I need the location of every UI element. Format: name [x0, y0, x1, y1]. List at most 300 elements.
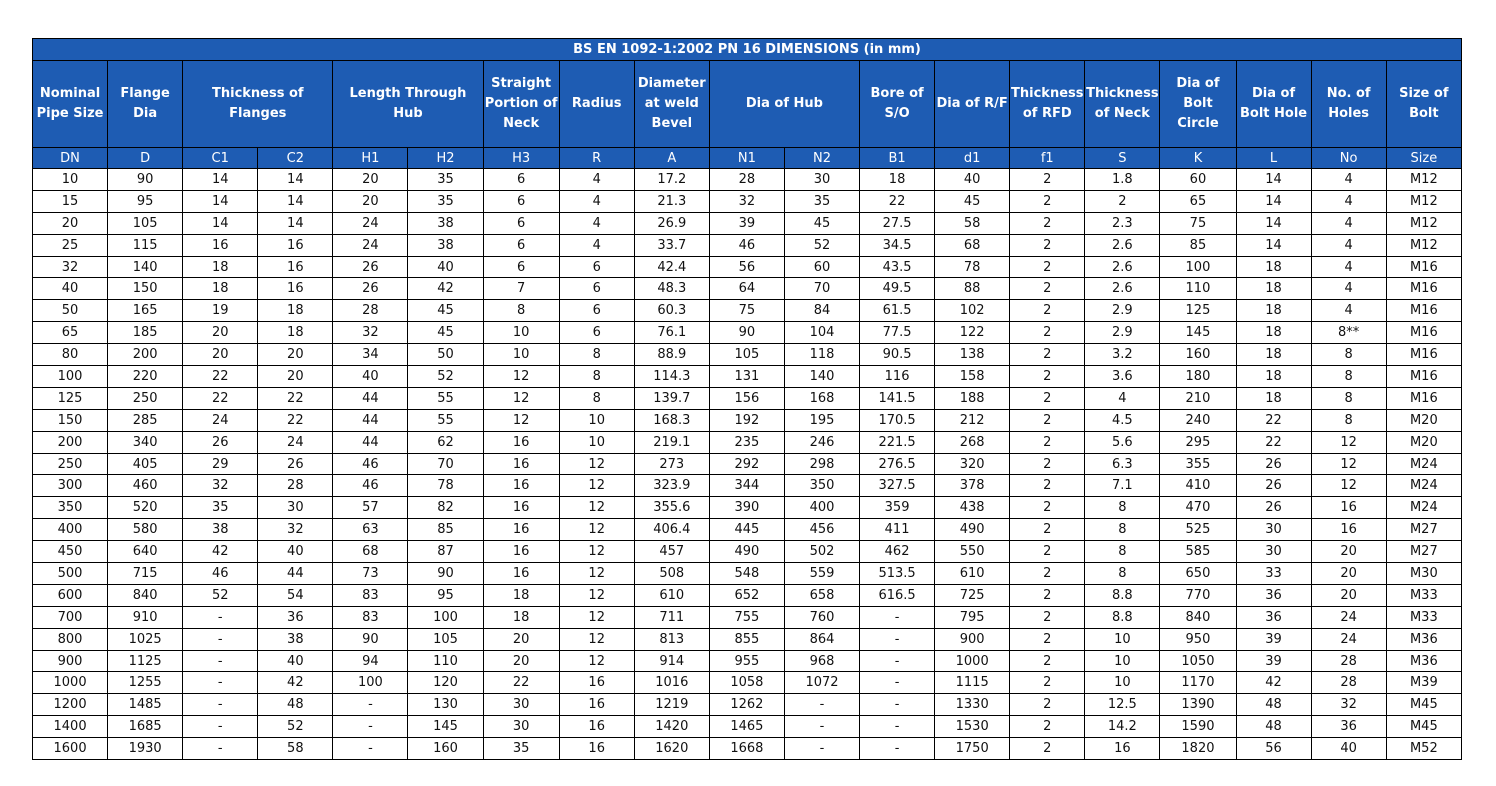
table-cell: 45 [935, 190, 1010, 212]
table-cell: - [183, 650, 258, 672]
table-cell: 8 [559, 366, 634, 388]
table-row [33, 278, 1462, 300]
symbol-header: A [634, 148, 709, 169]
column-header: Dia of Bolt Circle [1160, 61, 1236, 148]
table-cell: 46 [333, 475, 408, 497]
table-cell: - [784, 716, 859, 738]
table-cell: 42 [183, 541, 258, 563]
table-cell: 82 [408, 497, 483, 519]
table-cell: 20 [183, 322, 258, 344]
table-cell: 1219 [634, 694, 709, 716]
table-cell: 2.6 [1085, 278, 1160, 300]
table-cell: 4 [1311, 212, 1386, 234]
table-cell: 24 [1311, 606, 1386, 628]
symbol-header: N2 [784, 148, 859, 169]
table-cell: 4 [559, 234, 634, 256]
table-cell: 2 [1010, 322, 1085, 344]
symbol-header: K [1160, 148, 1236, 169]
table-cell: 1485 [108, 694, 183, 716]
table-cell: 24 [333, 212, 408, 234]
table-cell: 44 [258, 563, 333, 585]
table-cell: 39 [1236, 628, 1311, 650]
table-cell: 16 [1311, 519, 1386, 541]
table-cell: 3.6 [1085, 366, 1160, 388]
table-cell: 500 [33, 563, 108, 585]
table-cell: 42 [258, 672, 333, 694]
table-cell: M12 [1386, 190, 1461, 212]
table-cell: 445 [709, 519, 784, 541]
table-cell: 24 [333, 234, 408, 256]
table-cell: 63 [333, 519, 408, 541]
table-cell: 795 [935, 606, 1010, 628]
table-cell: 45 [408, 322, 483, 344]
table-cell: 188 [935, 387, 1010, 409]
table-cell: 33.7 [634, 234, 709, 256]
table-cell: 21.3 [634, 190, 709, 212]
table-cell: 800 [33, 628, 108, 650]
table-cell: - [333, 694, 408, 716]
table-cell: 28 [709, 169, 784, 191]
table-cell: 58 [258, 738, 333, 760]
column-header: Flange Dia [108, 61, 183, 148]
table-cell: 83 [333, 584, 408, 606]
table-cell: 139.7 [634, 387, 709, 409]
table-cell: 20 [258, 366, 333, 388]
table-cell: 2 [1010, 563, 1085, 585]
table-cell: 4 [1085, 387, 1160, 409]
table-row [33, 650, 1462, 672]
table-cell: 16 [183, 234, 258, 256]
table-cell: - [860, 628, 935, 650]
table-cell: M12 [1386, 212, 1461, 234]
table-cell: 43.5 [860, 256, 935, 278]
table-cell: 200 [108, 344, 183, 366]
table-cell: 20 [1311, 541, 1386, 563]
table-cell: 52 [258, 716, 333, 738]
table-cell: 10 [1085, 650, 1160, 672]
table-cell: 30 [784, 169, 859, 191]
table-cell: 76.1 [634, 322, 709, 344]
table-cell: 150 [108, 278, 183, 300]
table-cell: 4 [559, 190, 634, 212]
table-cell: 2 [1010, 541, 1085, 563]
table-cell: 10 [483, 322, 559, 344]
table-row [33, 322, 1462, 344]
table-cell: 2 [1010, 716, 1085, 738]
table-cell: 6 [483, 169, 559, 191]
table-cell: 6 [559, 278, 634, 300]
table-cell: 1465 [709, 716, 784, 738]
table-cell: 58 [935, 212, 1010, 234]
table-cell: 580 [108, 519, 183, 541]
table-cell: 78 [408, 475, 483, 497]
table-cell: - [183, 738, 258, 760]
table-cell: 12 [1311, 453, 1386, 475]
table-cell: 70 [784, 278, 859, 300]
table-cell: 4.5 [1085, 409, 1160, 431]
table-cell: 39 [1236, 650, 1311, 672]
table-cell: - [860, 650, 935, 672]
column-header: Dia of Hub [709, 61, 859, 148]
table-cell: 25 [33, 234, 108, 256]
table-cell: 14.2 [1085, 716, 1160, 738]
table-row [33, 387, 1462, 409]
symbol-header: H2 [408, 148, 483, 169]
symbol-header: N1 [709, 148, 784, 169]
table-cell: 140 [108, 256, 183, 278]
table-cell: M16 [1386, 300, 1461, 322]
table-cell: 10 [559, 409, 634, 431]
table-cell: 20 [333, 190, 408, 212]
table-cell: 120 [408, 672, 483, 694]
table-cell: 52 [183, 584, 258, 606]
table-cell: 26 [183, 431, 258, 453]
table-cell: 56 [1236, 738, 1311, 760]
table-cell: 60.3 [634, 300, 709, 322]
table-cell: 26.9 [634, 212, 709, 234]
table-cell: 130 [408, 694, 483, 716]
table-cell: 18 [1236, 322, 1311, 344]
table-cell: 508 [634, 563, 709, 585]
table-cell: 240 [1160, 409, 1236, 431]
table-cell: M16 [1386, 256, 1461, 278]
table-cell: 2 [1010, 278, 1085, 300]
table-cell: 40 [408, 256, 483, 278]
table-cell: 219.1 [634, 431, 709, 453]
table-cell: 145 [408, 716, 483, 738]
table-cell: 2 [1010, 300, 1085, 322]
table-cell: 2 [1010, 584, 1085, 606]
column-header: Dia of R/F [935, 61, 1010, 148]
table-cell: 2 [1010, 694, 1085, 716]
table-cell: 8 [1085, 519, 1160, 541]
table-row [33, 431, 1462, 453]
table-cell: 90 [408, 563, 483, 585]
table-cell: 12 [1311, 475, 1386, 497]
table-cell: 8 [1311, 387, 1386, 409]
table-cell: 16 [1085, 738, 1160, 760]
table-cell: 46 [709, 234, 784, 256]
table-cell: 95 [408, 584, 483, 606]
table-cell: 77.5 [860, 322, 935, 344]
table-cell: 725 [935, 584, 1010, 606]
table-cell: 35 [483, 738, 559, 760]
table-cell: 968 [784, 650, 859, 672]
table-cell: 6 [483, 190, 559, 212]
table-cell: 40 [33, 278, 108, 300]
table-cell: M33 [1386, 606, 1461, 628]
table-cell: 14 [1236, 234, 1311, 256]
table-cell: 650 [1160, 563, 1236, 585]
table-cell: 55 [408, 409, 483, 431]
table-cell: 855 [709, 628, 784, 650]
table-cell: 1400 [33, 716, 108, 738]
table-cell: 138 [935, 344, 1010, 366]
table-cell: 35 [784, 190, 859, 212]
table-cell: 16 [559, 738, 634, 760]
table-cell: 36 [258, 606, 333, 628]
symbol-header: DN [33, 148, 108, 169]
table-cell: 150 [33, 409, 108, 431]
table-cell: M16 [1386, 322, 1461, 344]
table-cell: 34.5 [860, 234, 935, 256]
table-cell: 24 [1311, 628, 1386, 650]
table-cell: 16 [483, 475, 559, 497]
symbol-header: C2 [258, 148, 333, 169]
table-cell: - [333, 716, 408, 738]
table-cell: 2.3 [1085, 212, 1160, 234]
table-cell: 42 [408, 278, 483, 300]
table-cell: 585 [1160, 541, 1236, 563]
table-cell: 28 [1311, 672, 1386, 694]
table-cell: 10 [33, 169, 108, 191]
table-cell: 8.8 [1085, 606, 1160, 628]
table-cell: 32 [258, 519, 333, 541]
table-cell: 2 [1085, 190, 1160, 212]
table-cell: 8 [1085, 541, 1160, 563]
table-cell: 158 [935, 366, 1010, 388]
table-cell: M45 [1386, 716, 1461, 738]
table-cell: 90.5 [860, 344, 935, 366]
table-cell: M36 [1386, 628, 1461, 650]
table-cell: 27.5 [860, 212, 935, 234]
table-cell: 16 [483, 497, 559, 519]
table-cell: M27 [1386, 541, 1461, 563]
table-cell: M20 [1386, 409, 1461, 431]
table-cell: 4 [1311, 169, 1386, 191]
table-cell: 450 [33, 541, 108, 563]
table-cell: 900 [935, 628, 1010, 650]
table-cell: 8 [1311, 344, 1386, 366]
table-cell: 1600 [33, 738, 108, 760]
table-cell: 12 [559, 453, 634, 475]
table-cell: 46 [333, 453, 408, 475]
table-cell: 55 [408, 387, 483, 409]
table-cell: 48.3 [634, 278, 709, 300]
table-cell: 6 [559, 256, 634, 278]
table-cell: 35 [408, 190, 483, 212]
table-cell: 350 [784, 475, 859, 497]
table-cell: 1685 [108, 716, 183, 738]
table-cell: 323.9 [634, 475, 709, 497]
table-cell: 75 [709, 300, 784, 322]
table-cell: 12 [559, 475, 634, 497]
table-cell: 4 [1311, 190, 1386, 212]
table-cell: M24 [1386, 497, 1461, 519]
table-cell: 29 [183, 453, 258, 475]
table-cell: 61.5 [860, 300, 935, 322]
table-cell: 1262 [709, 694, 784, 716]
table-cell: 168 [784, 387, 859, 409]
table-cell: 7.1 [1085, 475, 1160, 497]
table-cell: 8** [1311, 322, 1386, 344]
table-cell: 1058 [709, 672, 784, 694]
table-cell: 1330 [935, 694, 1010, 716]
table-cell: 10 [1085, 628, 1160, 650]
table-cell: - [860, 606, 935, 628]
table-cell: 18 [183, 256, 258, 278]
table-cell: 406.4 [634, 519, 709, 541]
table-cell: 340 [108, 431, 183, 453]
table-cell: 212 [935, 409, 1010, 431]
table-cell: 64 [709, 278, 784, 300]
table-cell: 2 [1010, 256, 1085, 278]
table-cell: 22 [860, 190, 935, 212]
table-cell: 73 [333, 563, 408, 585]
table-cell: 30 [1236, 519, 1311, 541]
table-cell: 20 [183, 344, 258, 366]
table-cell: 16 [559, 694, 634, 716]
table-cell: 16 [483, 431, 559, 453]
table-cell: 400 [33, 519, 108, 541]
table-cell: 165 [108, 300, 183, 322]
table-cell: 24 [258, 431, 333, 453]
table-cell: 320 [935, 453, 1010, 475]
table-cell: 100 [408, 606, 483, 628]
column-header: Thickness of RFD [1010, 61, 1085, 148]
table-cell: M16 [1386, 387, 1461, 409]
table-cell: 6 [483, 234, 559, 256]
table-cell: M27 [1386, 519, 1461, 541]
table-cell: 4 [559, 212, 634, 234]
table-cell: 390 [709, 497, 784, 519]
column-header: Thickness of Flanges [183, 61, 333, 148]
table-cell: 18 [483, 606, 559, 628]
table-cell: 8 [1085, 497, 1160, 519]
table-row [33, 169, 1462, 191]
symbol-header: R [559, 148, 634, 169]
table-cell: 36 [1236, 584, 1311, 606]
table-cell: 35 [408, 169, 483, 191]
table-cell: - [784, 694, 859, 716]
table-cell: 4 [1311, 300, 1386, 322]
table-cell: 52 [408, 366, 483, 388]
table-container [32, 38, 1462, 760]
table-cell: 18 [183, 278, 258, 300]
table-cell: 42 [1236, 672, 1311, 694]
table-row [33, 584, 1462, 606]
table-cell: 30 [483, 716, 559, 738]
table-cell: 100 [33, 366, 108, 388]
table-cell: 7 [483, 278, 559, 300]
table-cell: 6 [483, 256, 559, 278]
table-cell: 1620 [634, 738, 709, 760]
table-cell: 20 [483, 650, 559, 672]
table-cell: 75 [1160, 212, 1236, 234]
table-cell: 52 [784, 234, 859, 256]
table-cell: 110 [408, 650, 483, 672]
table-cell: 18 [860, 169, 935, 191]
table-cell: 760 [784, 606, 859, 628]
table-cell: 125 [33, 387, 108, 409]
table-cell: 2.6 [1085, 234, 1160, 256]
table-cell: 156 [709, 387, 784, 409]
table-cell: 200 [33, 431, 108, 453]
table-cell: 104 [784, 322, 859, 344]
table-cell: 18 [1236, 387, 1311, 409]
table-cell: 48 [1236, 694, 1311, 716]
table-cell: - [860, 672, 935, 694]
table-cell: 813 [634, 628, 709, 650]
symbol-row [33, 148, 1462, 169]
table-cell: 26 [1236, 475, 1311, 497]
table-cell: 32 [33, 256, 108, 278]
table-cell: 2 [1010, 366, 1085, 388]
table-row [33, 409, 1462, 431]
table-cell: 268 [935, 431, 1010, 453]
table-cell: 168.3 [634, 409, 709, 431]
table-cell: 32 [1311, 694, 1386, 716]
table-cell: 2 [1010, 606, 1085, 628]
table-cell: 145 [1160, 322, 1236, 344]
table-cell: 711 [634, 606, 709, 628]
table-cell: - [183, 628, 258, 650]
table-cell: 12 [483, 409, 559, 431]
table-cell: 715 [108, 563, 183, 585]
table-cell: 26 [1236, 497, 1311, 519]
table-cell: 122 [935, 322, 1010, 344]
table-cell: 840 [1160, 606, 1236, 628]
table-cell: 3.2 [1085, 344, 1160, 366]
table-cell: 20 [483, 628, 559, 650]
table-cell: 125 [1160, 300, 1236, 322]
table-cell: 50 [33, 300, 108, 322]
table-cell: 180 [1160, 366, 1236, 388]
table-cell: 78 [935, 256, 1010, 278]
table-cell: 88.9 [634, 344, 709, 366]
table-cell: 2 [1010, 628, 1085, 650]
table-cell: 16 [483, 453, 559, 475]
table-row [33, 212, 1462, 234]
table-cell: 10 [559, 431, 634, 453]
table-cell: 18 [1236, 344, 1311, 366]
table-row [33, 475, 1462, 497]
table-cell: 12 [559, 497, 634, 519]
table-cell: 26 [333, 278, 408, 300]
table-cell: 8 [1311, 366, 1386, 388]
table-cell: 28 [258, 475, 333, 497]
symbol-header: Size [1386, 148, 1461, 169]
table-cell: 16 [258, 256, 333, 278]
table-cell: 1200 [33, 694, 108, 716]
column-header: Diameter at weld Bevel [634, 61, 709, 148]
table-cell: 910 [108, 606, 183, 628]
table-cell: 292 [709, 453, 784, 475]
table-cell: 12.5 [1085, 694, 1160, 716]
table-cell: 210 [1160, 387, 1236, 409]
table-cell: 295 [1160, 431, 1236, 453]
table-cell: 30 [258, 497, 333, 519]
table-cell: 4 [1311, 256, 1386, 278]
table-cell: 14 [183, 212, 258, 234]
table-cell: 513.5 [860, 563, 935, 585]
table-cell: 105 [709, 344, 784, 366]
table-cell: 250 [33, 453, 108, 475]
table-cell: 2 [1010, 212, 1085, 234]
column-header: Radius [559, 61, 634, 148]
table-cell: M39 [1386, 672, 1461, 694]
table-cell: 95 [108, 190, 183, 212]
table-cell: M24 [1386, 453, 1461, 475]
table-cell: 44 [333, 431, 408, 453]
table-cell: 235 [709, 431, 784, 453]
table-cell: - [183, 606, 258, 628]
table-cell: 1.8 [1085, 169, 1160, 191]
table-cell: 327.5 [860, 475, 935, 497]
table-cell: 2 [1010, 169, 1085, 191]
table-cell: 170.5 [860, 409, 935, 431]
table-cell: 185 [108, 322, 183, 344]
